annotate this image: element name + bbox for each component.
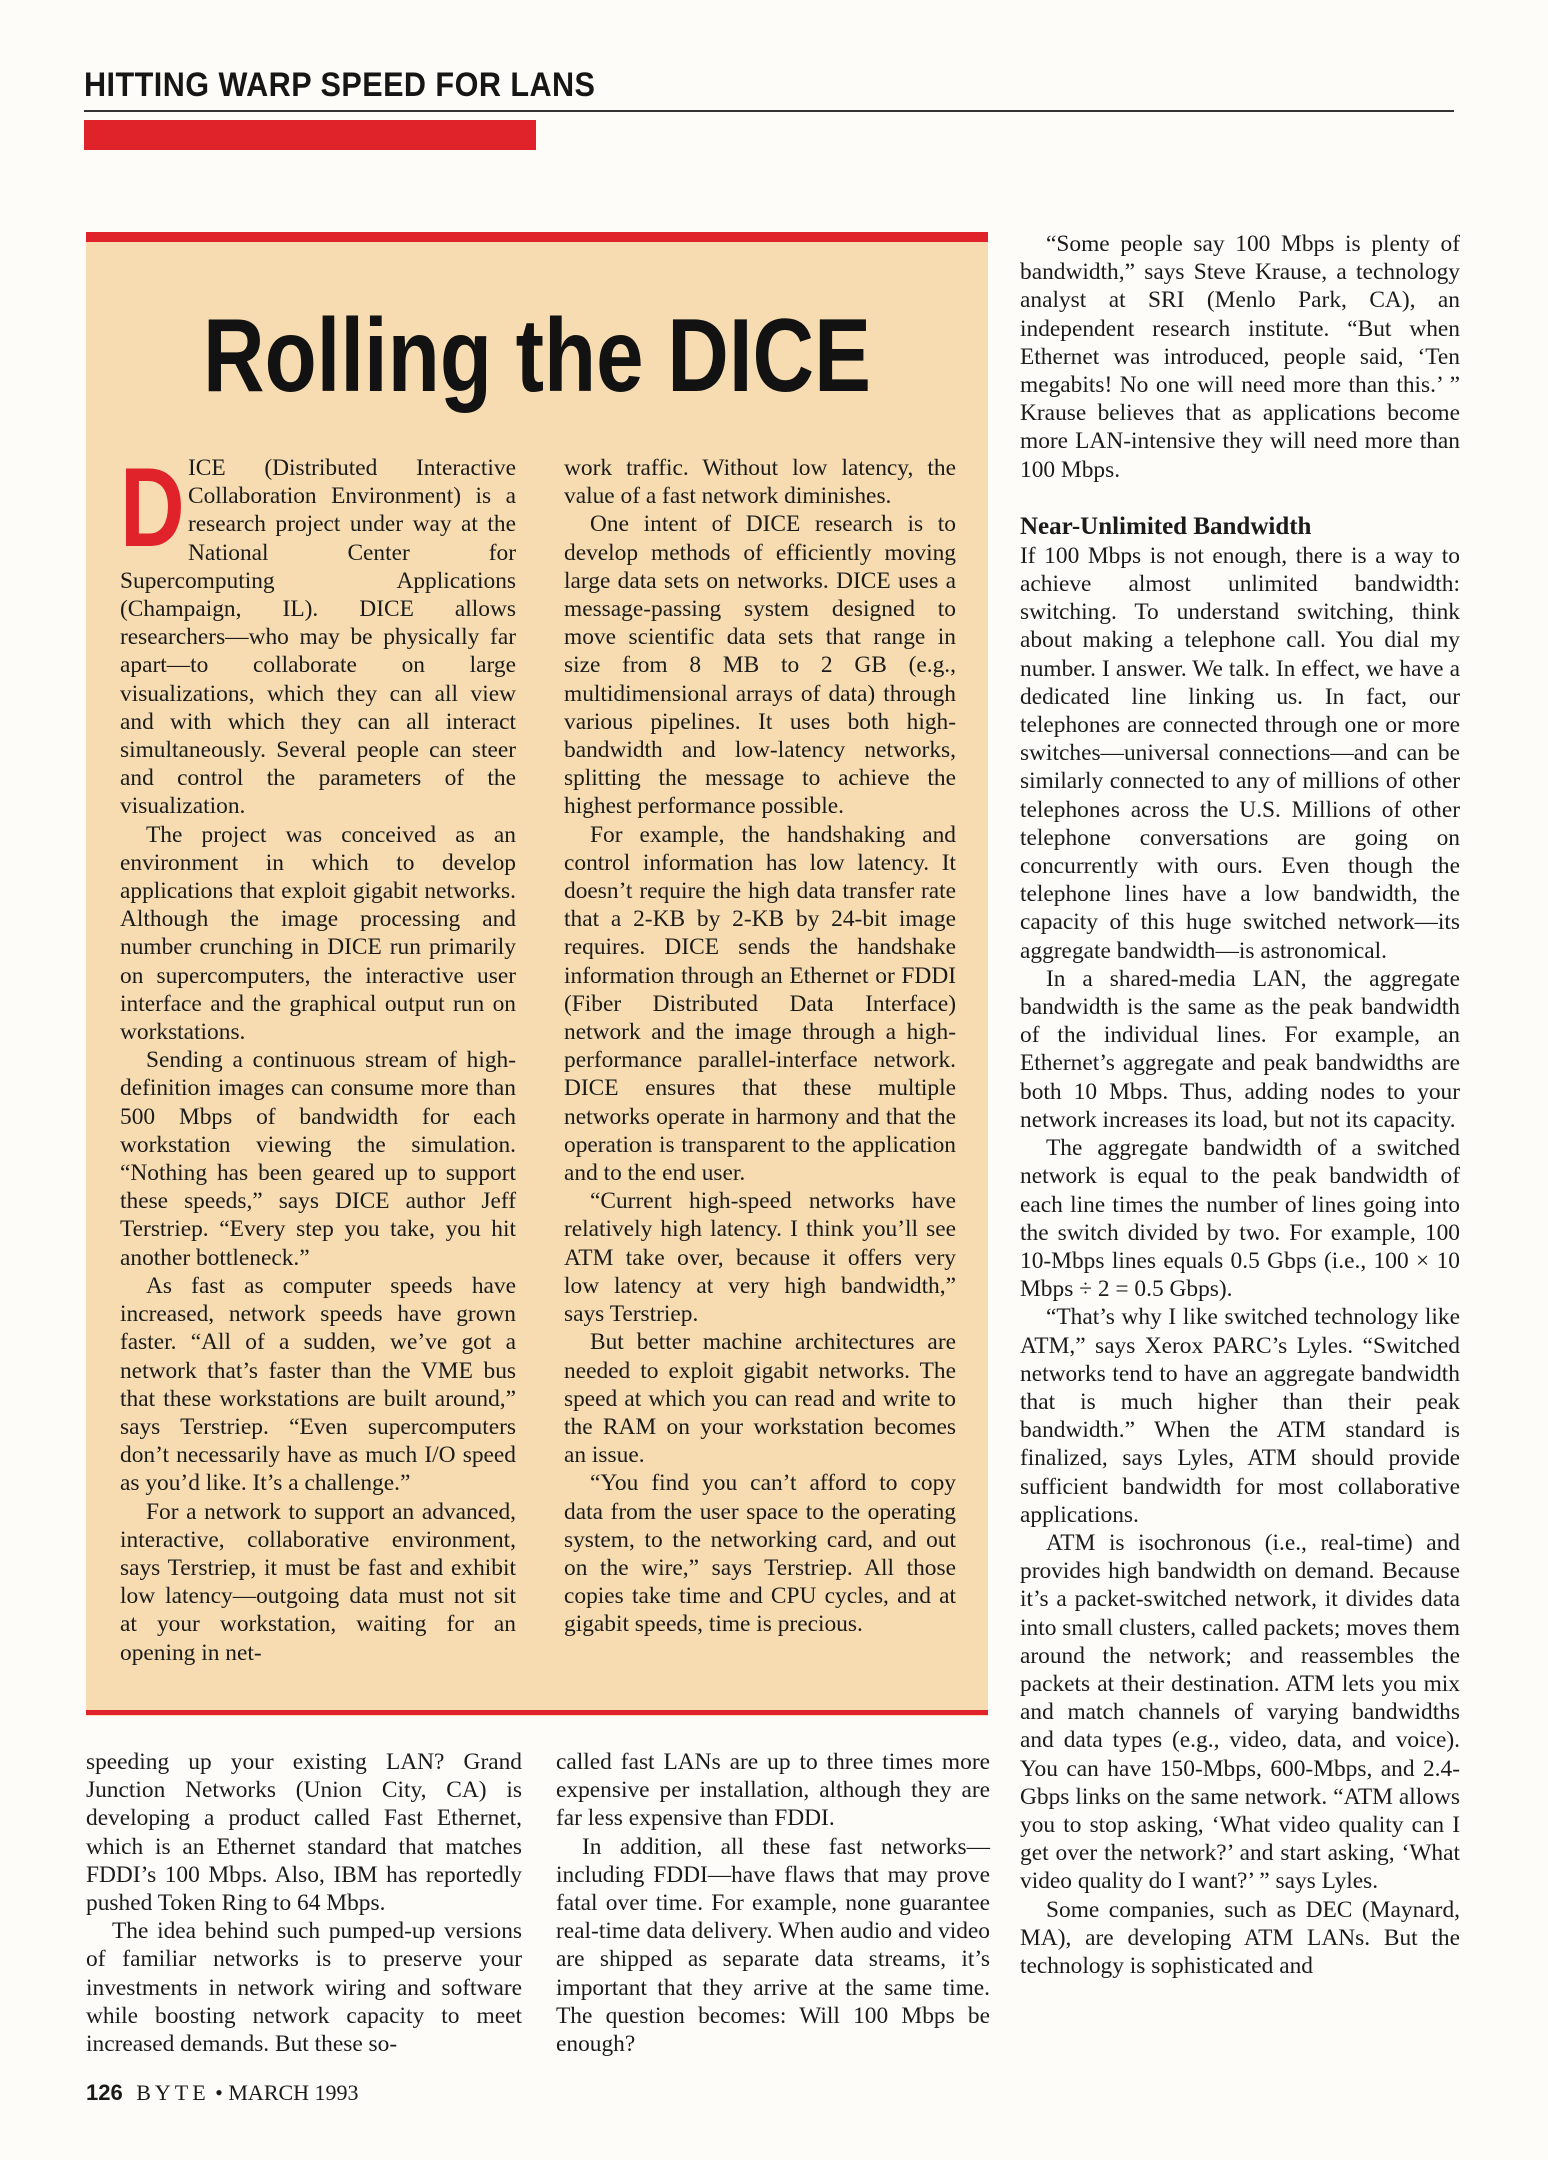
article-paragraph: The idea behind such pumped-up versions of familiar networks is to preserve your investments in network wiring and software while boosting network capacity to meet increased demands. But these so- (86, 1918, 522, 2058)
sidebar-paragraph: One intent of DICE research is to develop methods of efficiently moving large data sets on networks. DICE uses a message-passing system designed to move scientific data sets that range in size from 8 MB to 2 GB (e.g., multidimensional arrays of data) through various pipelines. It uses both high-bandwidth and low-latency networks, splitting the message to achieve the highest performance possible. (564, 511, 956, 820)
drop-cap: D (120, 445, 185, 570)
article-paragraph: “Some people say 100 Mbps is plenty of bandwidth,” says Steve Krause, a technology analyst at SRI (Menlo Park, CA), an independent research institute. “But when Ethernet was introduced, people said, ‘Ten megabits! No one will need more than this.’ ” Krause believes that as applications become more LAN-intensive they will need more than 100 Mbps. (1020, 231, 1460, 483)
sidebar-bottom-rule (86, 1710, 988, 1715)
section-title: HITTING WARP SPEED FOR LANS (84, 66, 596, 104)
sidebar-paragraph: DICE (Distributed Interactive Collaboration Environment) is a research project under way at the National Center for Supercomputing Applications (Champaign, IL). DICE allows researchers—who may be physically far apart—to collaborate on large visualizations, which they can all view and with which they can all interact simultaneously. Several people can steer and control the parameters of the visualization. (120, 445, 516, 820)
issue-date: MARCH 1993 (228, 2080, 359, 2105)
sidebar-column-2 (564, 454, 956, 1639)
sidebar-paragraph: For example, the handshaking and control information has low latency. It doesn’t require the high data transfer rate that a 2-KB by 2-KB by 24-bit image requires. DICE sends the handshake information through an Ethernet or FDDI (Fiber Distributed Data Interface) network and the image through a high-performance parallel-interface network. DICE ensures that these multiple networks operate in harmony and that the operation is transparent to the application and to the end user. (564, 821, 956, 1187)
article-column-1 (86, 1748, 522, 2058)
article-column-2 (556, 1748, 990, 2058)
sidebar-title: Rolling the DICE (202, 298, 871, 414)
article-paragraph: speeding up your existing LAN? Grand Junction Networks (Union City, CA) is developing a product called Fast Ethernet, which is an Ethernet standard that matches FDDI’s 100 Mbps. Also, IBM has reportedly pushed Token Ring to 64 Mbps. (86, 1749, 522, 1917)
sidebar-paragraph: work traffic. Without low latency, the value of a fast network diminishes. (564, 455, 956, 510)
sidebar-paragraph: The project was conceived as an environment in which to develop applications that exploit gigabit networks. Although the image processing and number crunching in DICE run primarily on supercomputers, the interactive user interface and the graphical output run on workstations. (120, 821, 516, 1046)
article-paragraph: Some companies, such as DEC (Maynard, MA), are developing ATM LANs. But the technology is sophisticated and (1020, 1896, 1460, 1979)
sidebar-column-1 (120, 445, 516, 1667)
article-paragraph: “That’s why I like switched technology like ATM,” says Xerox PARC’s Lyles. “Switched networks tend to have an aggregate bandwidth that is much higher than their peak bandwidth.” When the ATM standard is finalized, says Lyles, ATM should provide sufficient bandwidth for most collaborative applications. (1020, 1304, 1460, 1528)
sidebar-paragraph: But better machine architectures are needed to exploit gigabit networks. The speed at which you can read and write to the RAM on your workstation becomes an issue. (564, 1329, 956, 1469)
article-paragraph: In a shared-media LAN, the aggregate bandwidth is the same as the peak bandwidth of the individual lines. For example, an Ethernet’s aggregate and peak bandwidths are both 10 Mbps. Thus, adding nodes to your network increases its load, but not its capacity. (1020, 965, 1460, 1133)
sidebar-paragraph: Sending a continuous stream of high-definition images can consume more than 500 Mbps of bandwidth for each workstation viewing the simulation. “Nothing has been geared up to support these speeds,” says DICE author Jeff Terstriep. “Every step you take, you hit another bottleneck.” (120, 1047, 516, 1271)
sidebar-paragraph: For a network to support an advanced, interactive, collaborative environment, says Terstriep, it must be fast and exhibit low latency—outgoing data must not sit at your workstation, waiting for an opening in net- (120, 1498, 516, 1666)
article-paragraph: ATM is isochronous (i.e., real-time) and provides high bandwidth on demand. Because it’s a packet-switched network, it divides data into small clusters, called packets; moves them around the network; and reassembles the packets at their destination. ATM lets you mix and match channels of varying bandwidths and data types (e.g., video, data, and voice). You can have 150-Mbps, 600-Mbps, and 2.4-Gbps links on the same network. “ATM allows you to stop asking, ‘What video quality can I get over the network?’ and start asking, ‘What video quality do I want?’ ” says Lyles. (1020, 1529, 1460, 1895)
magazine-name: BYTE (136, 2080, 210, 2105)
section-heading: Near-Unlimited Bandwidth (1020, 512, 1312, 540)
article-paragraph: The aggregate bandwidth of a switched network is equal to the peak bandwidth of each line times the number of lines going into the switch divided by two. For example, 100 10-Mbps lines equals 0.5 Gbps (i.e., 100 × 10 Mbps ÷ 2 = 0.5 Gbps). (1020, 1135, 1460, 1303)
article-column-3 (1020, 230, 1460, 1980)
sidebar-paragraph: “You find you can’t afford to copy data from the user space to the operating system, to the networking card, and out on the wire,” says Terstriep. All those copies take time and CPU cycles, and at gigabit speeds, time is precious. (564, 1470, 956, 1638)
article-paragraph: If 100 Mbps is not enough, there is a way to achieve almost unlimited bandwidth: switching. To understand switching, think about making a telephone call. You dial my number. I answer. We talk. In effect, we have a dedicated line linking us. In fact, our telephones are connected through one or more switches—universal connections—and can be similarly connected to any of millions of other telephones across the U.S. Millions of other telephone conversations are going on concurrently with ours. Even though the telephone lines have a low bandwidth, the capacity of this huge switched network—its aggregate bandwidth—is astronomical. (1020, 542, 1460, 964)
article-paragraph: called fast LANs are up to three times more expensive per installation, although they are far less expensive than FDDI. (556, 1749, 990, 1832)
footer-separator: • (215, 2080, 223, 2105)
header-rule (84, 110, 1454, 112)
header-accent-bar (84, 120, 536, 150)
sidebar-paragraph: As fast as computer speeds have increased, network speeds have grown faster. “All of a sudden, we’ve got a network that’s faster than the VME bus that these workstations are built around,” says Terstriep. “Even supercomputers don’t necessarily have as much I/O speed as you’d like. It’s a challenge.” (120, 1272, 516, 1497)
page-number: 126 (86, 2080, 123, 2105)
sidebar-paragraph: “Current high-speed networks have relatively high latency. I think you’ll see ATM take over, because it offers very low latency at very high bandwidth,” says Terstriep. (564, 1188, 956, 1328)
article-paragraph: In addition, all these fast networks—including FDDI—have flaws that may prove fatal over time. For example, none guarantee real-time data delivery. When audio and video are shipped as separate data streams, it’s important that they arrive at the same time. The question becomes: Will 100 Mbps be enough? (556, 1833, 990, 2058)
page-footer (86, 2080, 359, 2106)
sidebar-top-rule (86, 232, 988, 242)
